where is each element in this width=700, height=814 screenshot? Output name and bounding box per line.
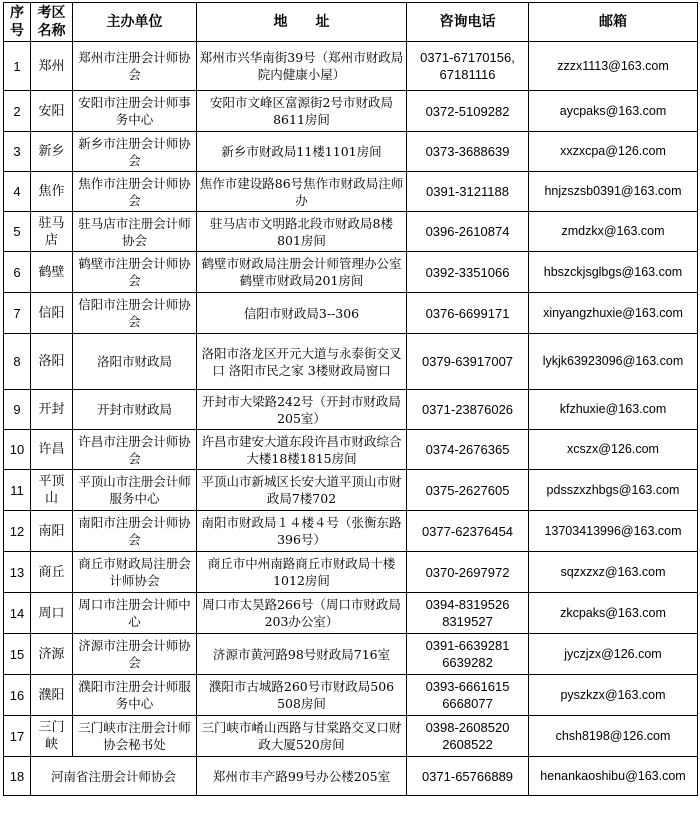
row-address: 济源市黄河路98号财政局716室 [197, 634, 407, 675]
row-region: 新乡 [31, 132, 73, 172]
row-region: 焦作 [31, 172, 73, 212]
row-phone: 0371-23876026 [407, 390, 529, 430]
row-email: zmdzkx@163.com [529, 212, 698, 252]
table-row [4, 132, 698, 172]
row-no: 4 [4, 172, 31, 212]
row-email: kfzhuxie@163.com [529, 390, 698, 430]
table-row [4, 716, 698, 757]
row-no: 7 [4, 293, 31, 334]
row-org: 驻马店市注册会计师协会 [73, 212, 197, 252]
row-region: 许昌 [31, 430, 73, 470]
table-row [4, 334, 698, 390]
row-email: pyszkzx@163.com [529, 675, 698, 716]
row-org: 河南省注册会计师协会 [31, 757, 197, 796]
row-region: 周口 [31, 593, 73, 634]
row-org: 郑州市注册会计师协会 [73, 42, 197, 91]
row-address: 郑州市丰产路99号办公楼205室 [197, 757, 407, 796]
row-no: 6 [4, 252, 31, 293]
row-region: 洛阳 [31, 334, 73, 390]
row-org: 三门峡市注册会计师协会秘书处 [73, 716, 197, 757]
exam-contact-table [3, 2, 698, 796]
header-address: 地 址 [197, 3, 407, 42]
row-email: 13703413996@163.com [529, 511, 698, 552]
row-phone: 0377-62376454 [407, 511, 529, 552]
row-no: 11 [4, 470, 31, 511]
row-phone: 0379-63917007 [407, 334, 529, 390]
row-org: 开封市财政局 [73, 390, 197, 430]
header-email: 邮箱 [529, 3, 698, 42]
row-region: 平顶 山 [31, 470, 73, 511]
row-address: 许昌市建安大道东段许昌市财政综合大楼18楼1815房间 [197, 430, 407, 470]
row-address: 南阳市财政局１４楼４号（张衡东路396号） [197, 511, 407, 552]
row-phone: 0371-67170156, 67181116 [407, 42, 529, 91]
table-row [4, 42, 698, 91]
row-address: 濮阳市古城路260号市财政局506 508房间 [197, 675, 407, 716]
row-email: zzzx1113@163.com [529, 42, 698, 91]
row-no: 2 [4, 91, 31, 132]
row-org: 信阳市注册会计师协会 [73, 293, 197, 334]
row-phone: 0398-2608520 2608522 [407, 716, 529, 757]
row-email: zkcpaks@163.com [529, 593, 698, 634]
row-phone: 0394-8319526 8319527 [407, 593, 529, 634]
row-phone: 0391-6639281 6639282 [407, 634, 529, 675]
table-row [4, 757, 698, 796]
row-region: 驻马 店 [31, 212, 73, 252]
row-region: 鹤壁 [31, 252, 73, 293]
table-row [4, 212, 698, 252]
row-email: aycpaks@163.com [529, 91, 698, 132]
row-address: 新乡市财政局11楼1101房间 [197, 132, 407, 172]
row-email: lykjk63923096@163.com [529, 334, 698, 390]
row-org: 济源市注册会计师协会 [73, 634, 197, 675]
row-region: 南阳 [31, 511, 73, 552]
row-no: 12 [4, 511, 31, 552]
row-phone: 0370-2697972 [407, 552, 529, 593]
row-region: 商丘 [31, 552, 73, 593]
row-region: 济源 [31, 634, 73, 675]
row-email: henankaoshibu@163.com [529, 757, 698, 796]
row-phone: 0373-3688639 [407, 132, 529, 172]
row-email: jyczjzx@126.com [529, 634, 698, 675]
row-org: 鹤壁市注册会计师协会 [73, 252, 197, 293]
row-region: 安阳 [31, 91, 73, 132]
header-region: 考区 名称 [31, 3, 73, 42]
row-address: 焦作市建设路86号焦作市财政局注师办 [197, 172, 407, 212]
table-row [4, 91, 698, 132]
row-phone: 0393-6661615 6668077 [407, 675, 529, 716]
row-org: 南阳市注册会计师协会 [73, 511, 197, 552]
row-org: 商丘市财政局注册会计师协会 [73, 552, 197, 593]
row-region: 信阳 [31, 293, 73, 334]
row-no: 3 [4, 132, 31, 172]
row-address: 信阳市财政局3--306 [197, 293, 407, 334]
row-region: 开封 [31, 390, 73, 430]
row-address: 商丘市中州南路商丘市财政局十楼1012房间 [197, 552, 407, 593]
row-region: 郑州 [31, 42, 73, 91]
table-row [4, 593, 698, 634]
row-phone: 0392-3351066 [407, 252, 529, 293]
row-address: 三门峡市崤山西路与甘棠路交叉口财政大厦520房间 [197, 716, 407, 757]
row-email: chsh8198@126.com [529, 716, 698, 757]
table-row [4, 252, 698, 293]
header-row [4, 3, 698, 42]
row-org: 新乡市注册会计师协会 [73, 132, 197, 172]
row-no: 5 [4, 212, 31, 252]
row-no: 8 [4, 334, 31, 390]
row-email: hbszckjsglbgs@163.com [529, 252, 698, 293]
row-org: 周口市注册会计师中心 [73, 593, 197, 634]
table-row [4, 470, 698, 511]
table-row [4, 511, 698, 552]
row-no: 17 [4, 716, 31, 757]
header-phone: 咨询电话 [407, 3, 529, 42]
row-no: 10 [4, 430, 31, 470]
row-phone: 0372-5109282 [407, 91, 529, 132]
table-row [4, 430, 698, 470]
row-org: 焦作市注册会计师协会 [73, 172, 197, 212]
row-no: 1 [4, 42, 31, 91]
row-phone: 0396-2610874 [407, 212, 529, 252]
table-row [4, 675, 698, 716]
row-email: sqzxzxz@163.com [529, 552, 698, 593]
row-org: 濮阳市注册会计师服务中心 [73, 675, 197, 716]
row-region: 濮阳 [31, 675, 73, 716]
row-no: 14 [4, 593, 31, 634]
row-org: 许昌市注册会计师协会 [73, 430, 197, 470]
row-region: 三门 峡 [31, 716, 73, 757]
row-no: 13 [4, 552, 31, 593]
row-phone: 0391-3121188 [407, 172, 529, 212]
row-address: 安阳市文峰区富源街2号市财政局8611房间 [197, 91, 407, 132]
row-email: xcszx@126.com [529, 430, 698, 470]
row-no: 15 [4, 634, 31, 675]
row-address: 洛阳市洛龙区开元大道与永泰街交叉口 洛阳市民之家 3楼财政局窗口 [197, 334, 407, 390]
table-row [4, 552, 698, 593]
row-phone: 0371-65766889 [407, 757, 529, 796]
row-address: 鹤壁市财政局注册会计师管理办公室鹤壁市财政局201房间 [197, 252, 407, 293]
row-no: 18 [4, 757, 31, 796]
row-address: 驻马店市文明路北段市财政局8楼801房间 [197, 212, 407, 252]
row-address: 平顶山市新城区长安大道平顶山市财政局7楼702 [197, 470, 407, 511]
row-no: 16 [4, 675, 31, 716]
row-address: 郑州市兴华南街39号（郑州市财政局院内健康小屋） [197, 42, 407, 91]
table-row [4, 390, 698, 430]
row-phone: 0374-2676365 [407, 430, 529, 470]
header-no: 序号 [4, 3, 31, 42]
header-org: 主办单位 [73, 3, 197, 42]
row-org: 洛阳市财政局 [73, 334, 197, 390]
table-row [4, 293, 698, 334]
row-email: xinyangzhuxie@163.com [529, 293, 698, 334]
row-org: 安阳市注册会计师事务中心 [73, 91, 197, 132]
row-phone: 0375-2627605 [407, 470, 529, 511]
row-no: 9 [4, 390, 31, 430]
table-row [4, 634, 698, 675]
row-address: 开封市大梁路242号（开封市财政局205室） [197, 390, 407, 430]
row-email: xxzxcpa@126.com [529, 132, 698, 172]
row-org: 平顶山市注册会计师服务中心 [73, 470, 197, 511]
row-email: pdsszxzhbgs@163.com [529, 470, 698, 511]
row-phone: 0376-6699171 [407, 293, 529, 334]
row-email: hnjzszsb0391@163.com [529, 172, 698, 212]
row-address: 周口市太昊路266号（周口市财政局203办公室） [197, 593, 407, 634]
table-row [4, 172, 698, 212]
